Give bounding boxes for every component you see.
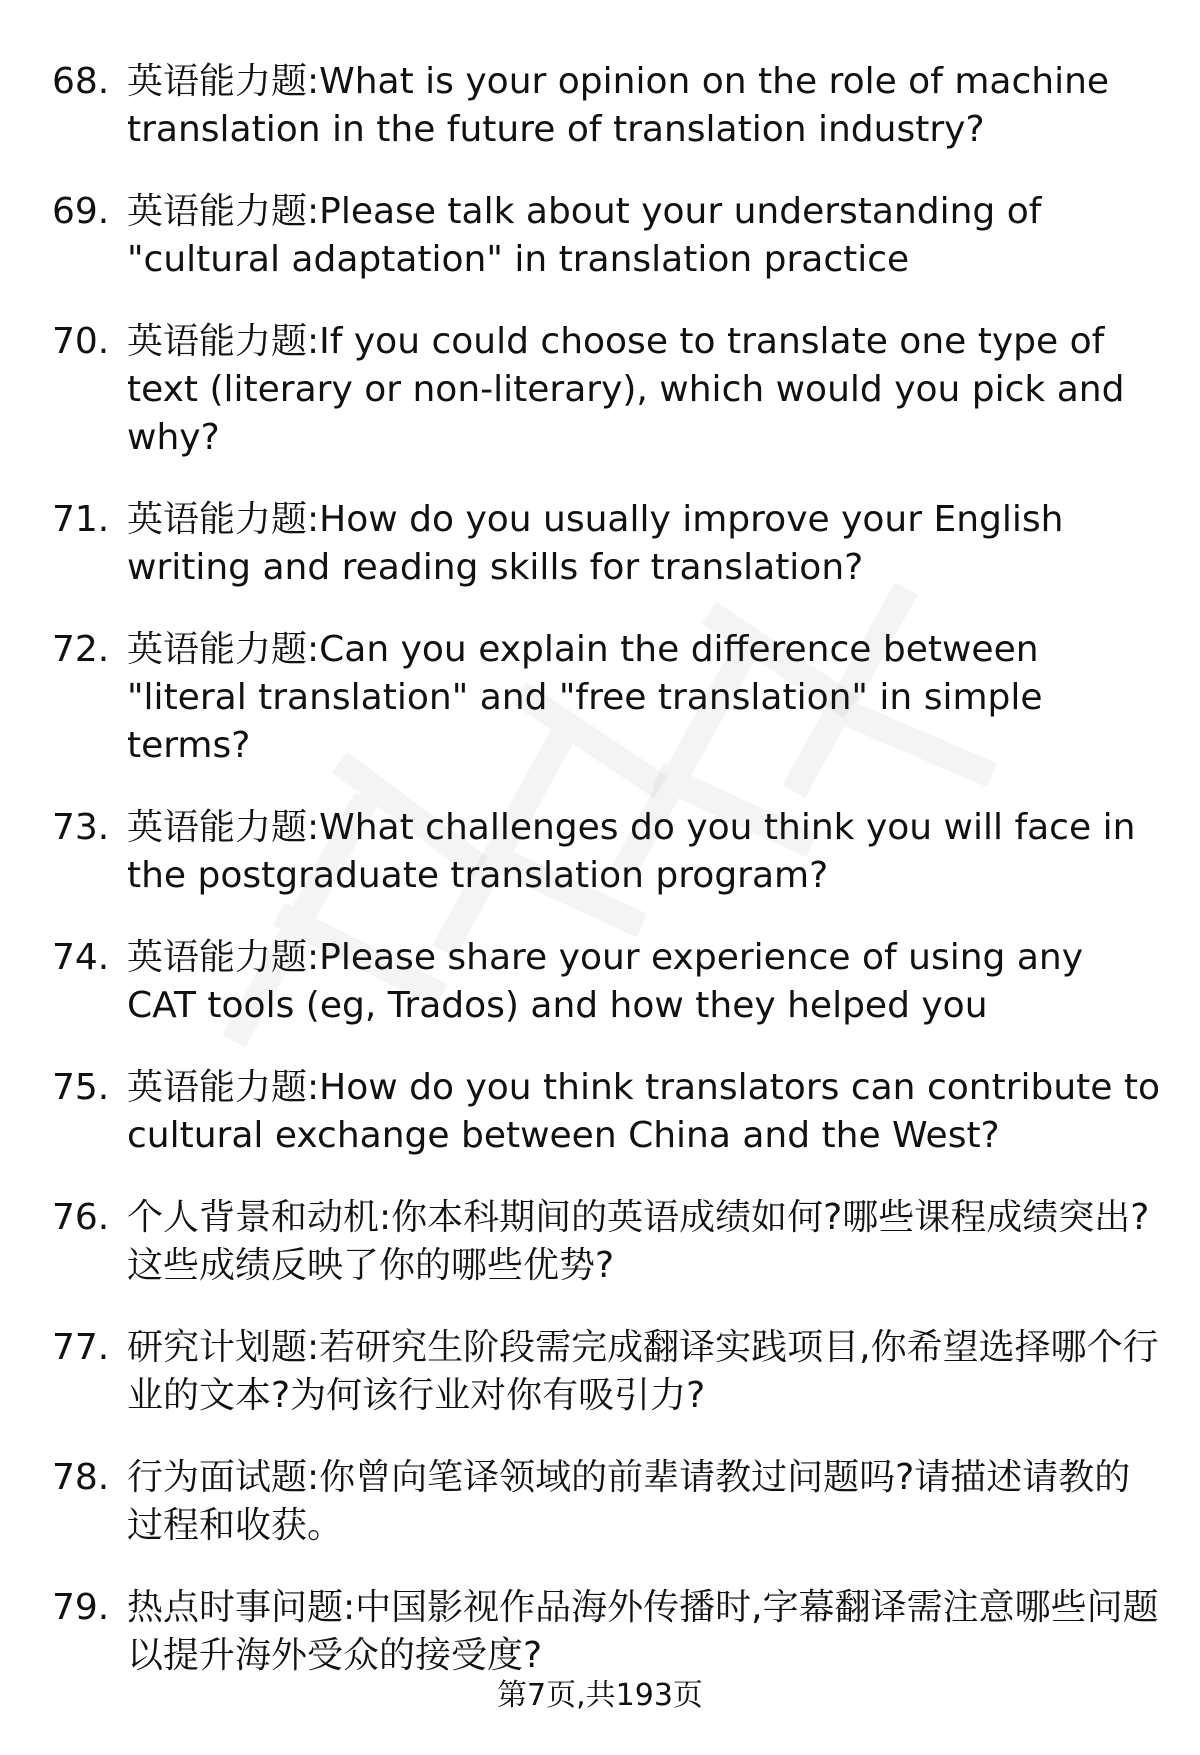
question-category: 英语能力题: (127, 321, 320, 362)
question-item (52, 934, 1162, 1030)
question-body (127, 1454, 1162, 1550)
question-list (52, 58, 1162, 1714)
question-category: 热点时事问题: (127, 1587, 356, 1628)
question-item (52, 1324, 1162, 1420)
question-item (52, 626, 1162, 770)
question-number: 77. (52, 1327, 110, 1368)
question-body (127, 188, 1162, 284)
question-text: Can you explain the difference between "literal translation" and "free translation" in simple terms? (127, 629, 1043, 766)
question-number: 72. (52, 629, 110, 670)
question-body (127, 1584, 1162, 1680)
question-body (127, 1194, 1162, 1290)
question-number: 73. (52, 807, 110, 848)
question-body (127, 804, 1162, 900)
question-category: 个人背景和动机: (127, 1197, 392, 1238)
question-category: 研究计划题: (127, 1327, 320, 1368)
question-text: 中国影视作品海外传播时,字幕翻译需注意哪些问题以提升海外受众的接受度? (127, 1587, 1159, 1676)
question-item (52, 1454, 1162, 1550)
question-item (52, 1194, 1162, 1290)
question-body (127, 626, 1162, 770)
question-item (52, 58, 1162, 154)
question-text: How do you usually improve your English writing and reading skills for translation? (127, 499, 1064, 588)
question-category: 英语能力题: (127, 807, 320, 848)
question-number: 76. (52, 1197, 110, 1238)
page-number-footer: 第7页,共193页 (497, 1678, 703, 1713)
question-body (127, 934, 1162, 1030)
question-number: 69. (52, 191, 110, 232)
question-number: 75. (52, 1067, 110, 1108)
question-category: 英语能力题: (127, 61, 320, 102)
question-item (52, 1064, 1162, 1160)
question-number: 70. (52, 321, 110, 362)
question-text: Please share your experience of using any CAT tools (eg, Trados) and how they helped you (127, 937, 1084, 1026)
question-number: 71. (52, 499, 110, 540)
question-item (52, 188, 1162, 284)
question-category: 英语能力题: (127, 629, 320, 670)
question-number: 74. (52, 937, 110, 978)
question-category: 英语能力题: (127, 191, 320, 232)
question-text: How do you think translators can contribute to cultural exchange between China and the West? (127, 1067, 1161, 1156)
question-body (127, 1064, 1162, 1160)
question-category: 行为面试题: (127, 1457, 320, 1498)
question-number: 79. (52, 1587, 110, 1628)
question-text: 你本科期间的英语成绩如何?哪些课程成绩突出?这些成绩反映了你的哪些优势? (127, 1197, 1150, 1286)
question-item (52, 496, 1162, 592)
question-item (52, 318, 1162, 462)
question-text: What challenges do you think you will face in the postgraduate translation program? (127, 807, 1136, 896)
question-text: Please talk about your understanding of "cultural adaptation" in translation practice (127, 191, 1042, 280)
question-category: 英语能力题: (127, 1067, 320, 1108)
question-text: If you could choose to translate one type of text (literary or non-literary), which would you pick and why? (127, 321, 1125, 458)
question-category: 英语能力题: (127, 937, 320, 978)
question-text: 若研究生阶段需完成翻译实践项目,你希望选择哪个行业的文本?为何该行业对你有吸引力? (127, 1327, 1159, 1416)
question-category: 英语能力题: (127, 499, 320, 540)
question-item (52, 1584, 1162, 1680)
question-item (52, 804, 1162, 900)
question-text: 你曾向笔译领域的前辈请教过问题吗?请描述请教的过程和收获。 (127, 1457, 1131, 1546)
question-body (127, 1324, 1162, 1420)
question-body (127, 318, 1162, 462)
question-body (127, 58, 1162, 154)
question-number: 78. (52, 1457, 110, 1498)
question-text: What is your opinion on the role of machine translation in the future of translation industry? (127, 61, 1110, 150)
question-number: 68. (52, 61, 110, 102)
question-body (127, 496, 1162, 592)
